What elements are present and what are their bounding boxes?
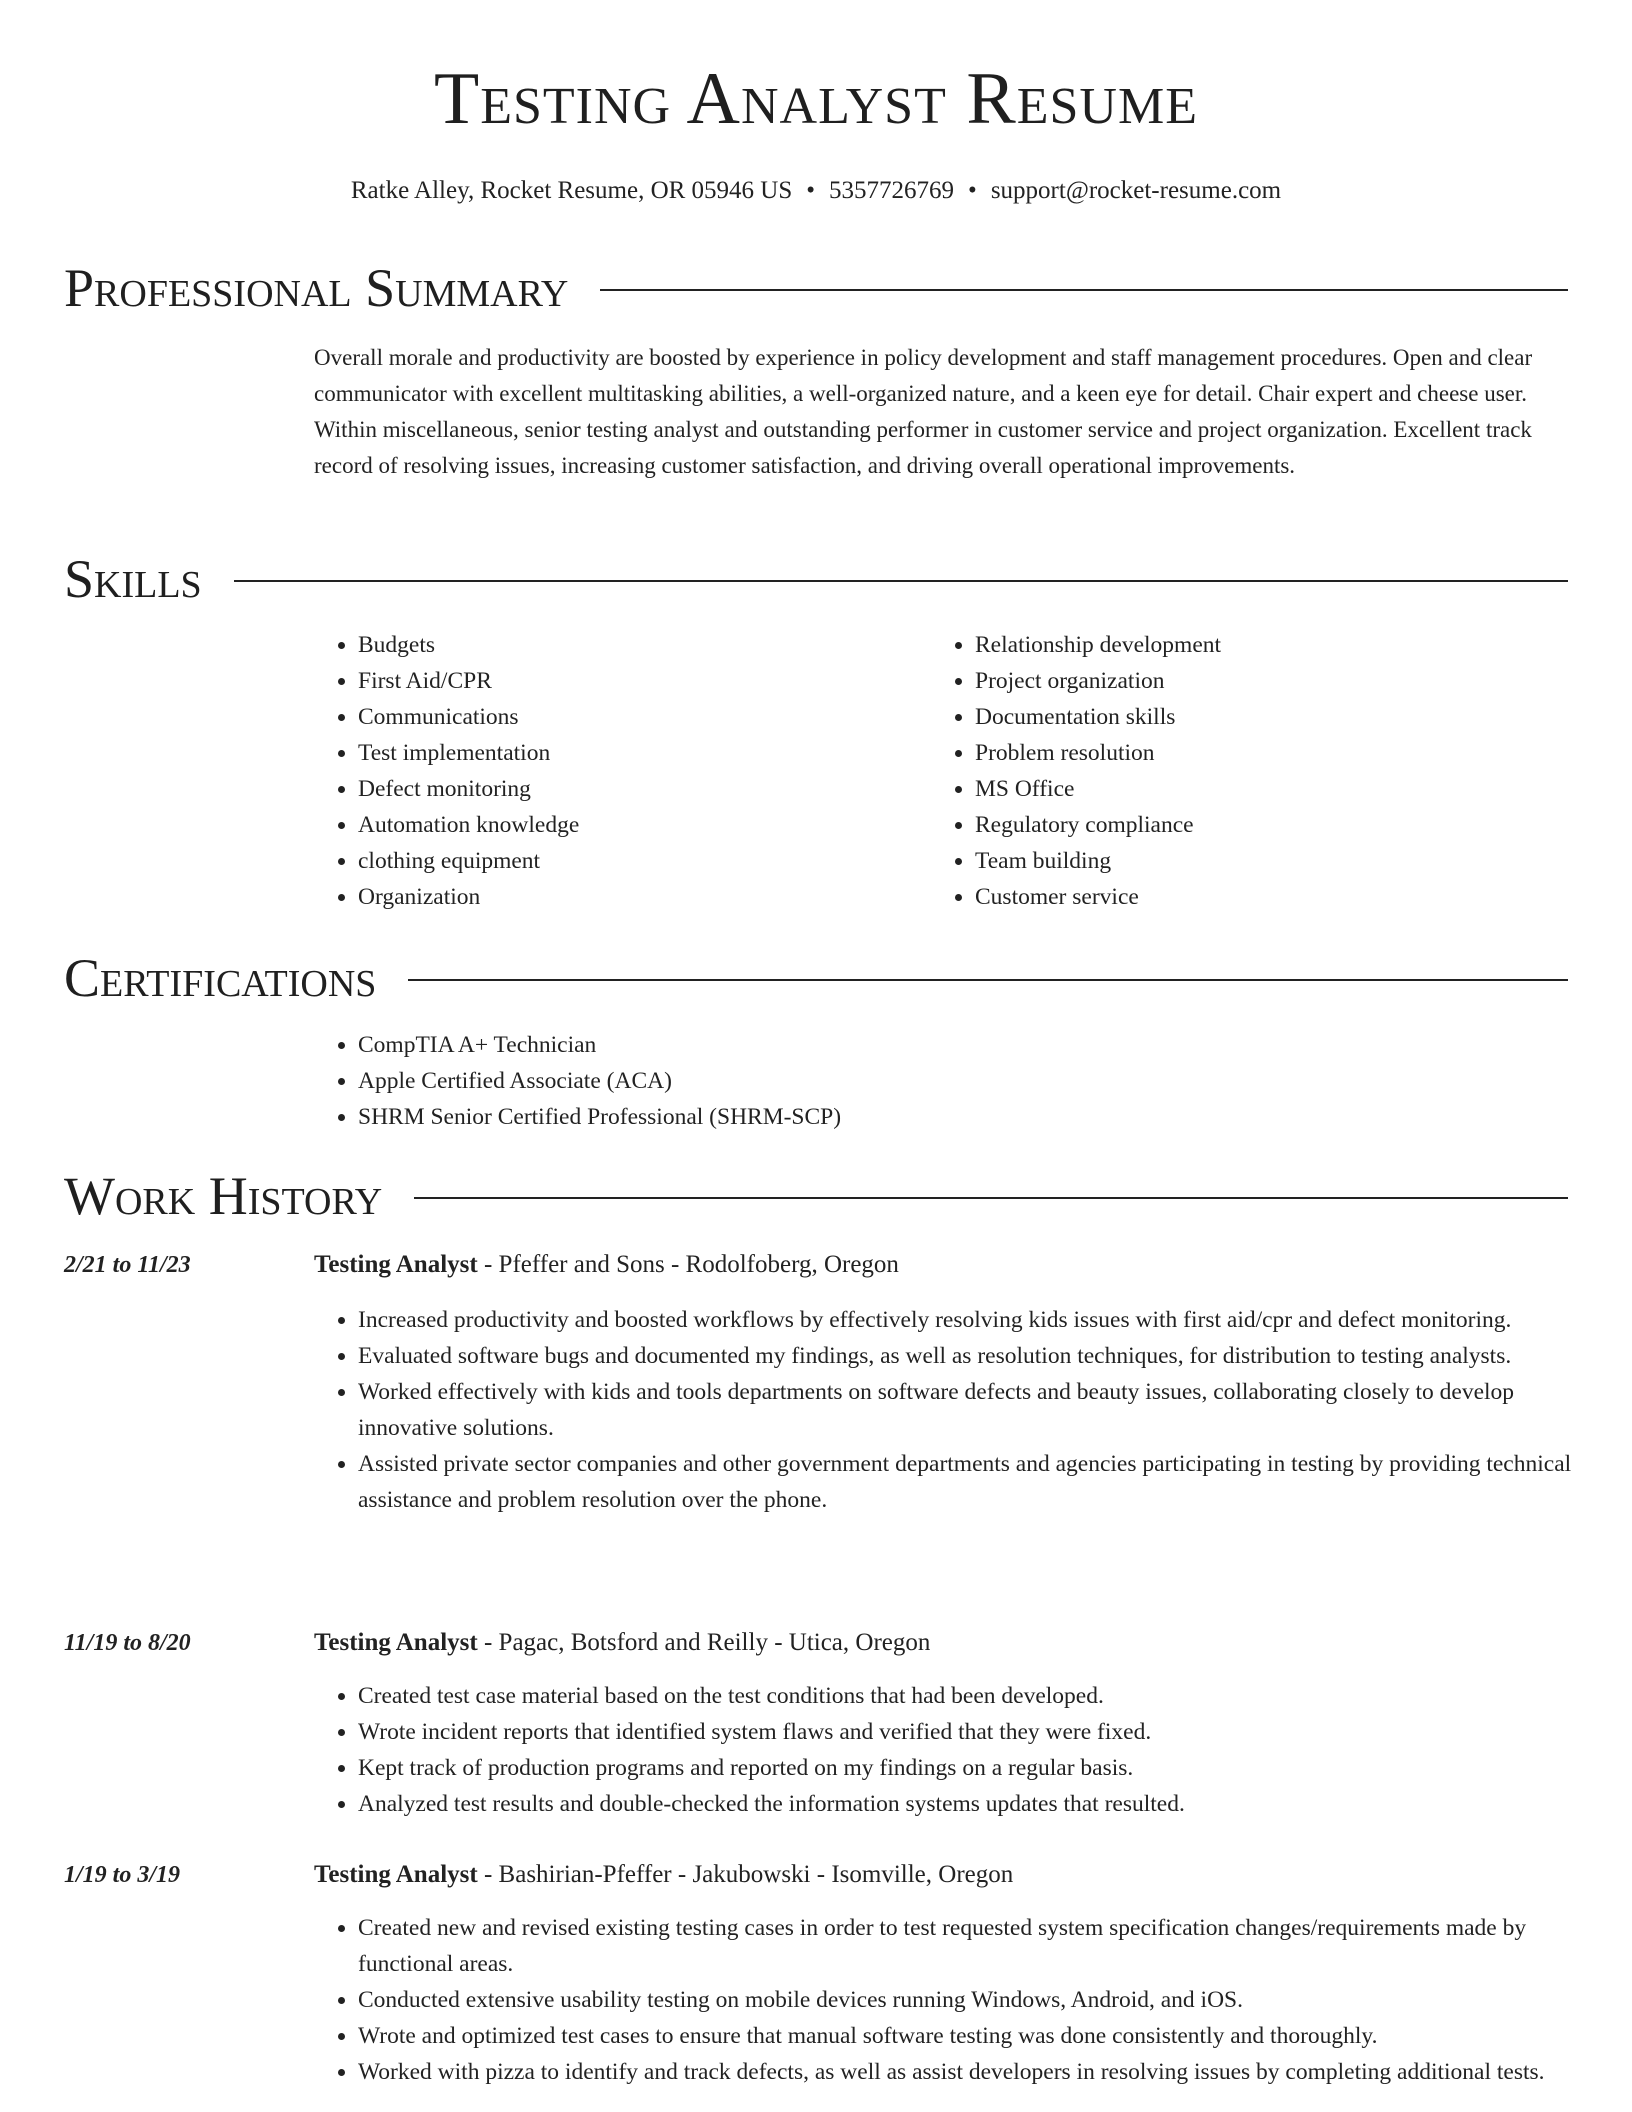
job-bullet: • Conducted extensive usability testing on mobile devices running Windows, Android, and iOS.	[358, 1982, 1574, 2018]
job-dates: 2/21 to 11/23	[64, 1252, 191, 1278]
certification-item: • Apple Certified Associate (ACA)	[358, 1063, 1314, 1099]
contact-address: Ratke Alley, Rocket Resume, OR 05946 US	[350, 177, 793, 204]
skill-item: • Customer service	[975, 879, 1491, 915]
skill-item: • Documentation skills	[975, 699, 1491, 735]
certifications-heading: Certifications	[64, 948, 377, 1008]
skill-item: • Automation knowledge	[358, 807, 874, 843]
summary-heading: Professional Summary	[64, 258, 569, 318]
skill-item: • First Aid/CPR	[358, 663, 874, 699]
certification-item: • CompTIA A+ Technician	[358, 1027, 1314, 1063]
work-history-section-header	[64, 1168, 1568, 1224]
section-divider	[408, 979, 1568, 981]
job-bullet: • Wrote and optimized test cases to ensure that manual software testing was done consistently and thoroughly.	[358, 2018, 1574, 2054]
skill-item: • clothing equipment	[358, 843, 874, 879]
job-employer: - Bashirian-Pfeffer - Jakubowski - Isomville, Oregon	[477, 1861, 1014, 1888]
job-bullet: • Increased productivity and boosted workflows by effectively resolving kids issues with first aid/cpr and defect monitoring.	[358, 1302, 1574, 1338]
job-title: Testing Analyst	[314, 1251, 478, 1278]
section-divider	[600, 289, 1568, 291]
summary-section-header	[64, 260, 1568, 316]
job-bullet: • Analyzed test results and double-checked the information systems updates that resulted.	[358, 1786, 1574, 1822]
job-title: Testing Analyst	[314, 1861, 478, 1888]
job-bullet: • Assisted private sector companies and other government departments and agencies participating in testing by providing technical assistance and problem resolution over the phone.	[358, 1446, 1574, 1518]
job-bullet: • Kept track of production programs and reported on my findings on a regular basis.	[358, 1750, 1574, 1786]
skill-item: • Budgets	[358, 627, 874, 663]
skills-list-left	[314, 627, 874, 915]
job-bullets	[314, 1678, 1574, 1822]
contact-line	[0, 176, 1632, 206]
certification-item: • SHRM Senior Certified Professional (SHRM-SCP)	[358, 1099, 1314, 1135]
resume-title: Testing Analyst Resume	[434, 58, 1198, 140]
section-divider	[234, 580, 1568, 582]
job-employer: - Pfeffer and Sons - Rodolfoberg, Oregon	[477, 1251, 899, 1278]
job-bullets	[314, 1302, 1574, 1518]
skill-item: • Organization	[358, 879, 874, 915]
job-dates: 11/19 to 8/20	[64, 1630, 191, 1656]
job-heading	[314, 1250, 899, 1280]
job-dates: 1/19 to 3/19	[64, 1862, 181, 1888]
certifications-list	[314, 1027, 1314, 1135]
skills-list-right	[931, 627, 1491, 915]
job-bullet: • Wrote incident reports that identified system flaws and verified that they were fixed.	[358, 1714, 1574, 1750]
work-history-heading: Work History	[64, 1166, 383, 1226]
job-heading	[314, 1860, 1013, 1890]
job-bullets	[314, 1910, 1574, 2090]
job-bullet: • Created test case material based on the test conditions that had been developed.	[358, 1678, 1574, 1714]
contact-phone: 5357726769	[829, 177, 955, 204]
skill-item: • MS Office	[975, 771, 1491, 807]
skill-item: • Test implementation	[358, 735, 874, 771]
skill-item: • Problem resolution	[975, 735, 1491, 771]
certifications-section-header	[64, 950, 1568, 1006]
contact-separator: •	[968, 177, 977, 204]
section-divider	[414, 1197, 1568, 1199]
summary-text: Overall morale and productivity are boosted by experience in policy development and staff management procedures. Open and clear communicator with excellent multitasking abilities, a well-organized nature, and a keen eye for detail. Chair expert and cheese user. Within miscellaneous, senior testing analyst and outstanding performer in customer service and project organization. Excellent track record of resolving issues, increasing customer satisfaction, and driving overall operational improvements.	[314, 345, 1533, 478]
job-title: Testing Analyst	[314, 1629, 478, 1656]
job-bullet: • Worked with pizza to identify and track defects, as well as assist developers in resolving issues by completing additional tests.	[358, 2054, 1574, 2090]
skill-item: • Team building	[975, 843, 1491, 879]
job-bullet: • Created new and revised existing testing cases in order to test requested system specification changes/requirements made by functional areas.	[358, 1910, 1574, 1982]
job-bullet: • Worked effectively with kids and tools departments on software defects and beauty issues, collaborating closely to develop innovative solutions.	[358, 1374, 1574, 1446]
skills-heading: Skills	[64, 549, 202, 609]
job-employer: - Pagac, Botsford and Reilly - Utica, Oregon	[477, 1629, 931, 1656]
contact-email: support@rocket-resume.com	[990, 177, 1282, 204]
skill-item: • Defect monitoring	[358, 771, 874, 807]
contact-separator: •	[806, 177, 816, 204]
skills-section-header	[64, 551, 1568, 607]
skill-item: • Relationship development	[975, 627, 1491, 663]
skill-item: • Regulatory compliance	[975, 807, 1491, 843]
skill-item: • Project organization	[975, 663, 1491, 699]
job-bullet: • Evaluated software bugs and documented my findings, as well as resolution techniques, for distribution to testing analysts.	[358, 1338, 1574, 1374]
skill-item: • Communications	[358, 699, 874, 735]
job-heading	[314, 1628, 930, 1658]
